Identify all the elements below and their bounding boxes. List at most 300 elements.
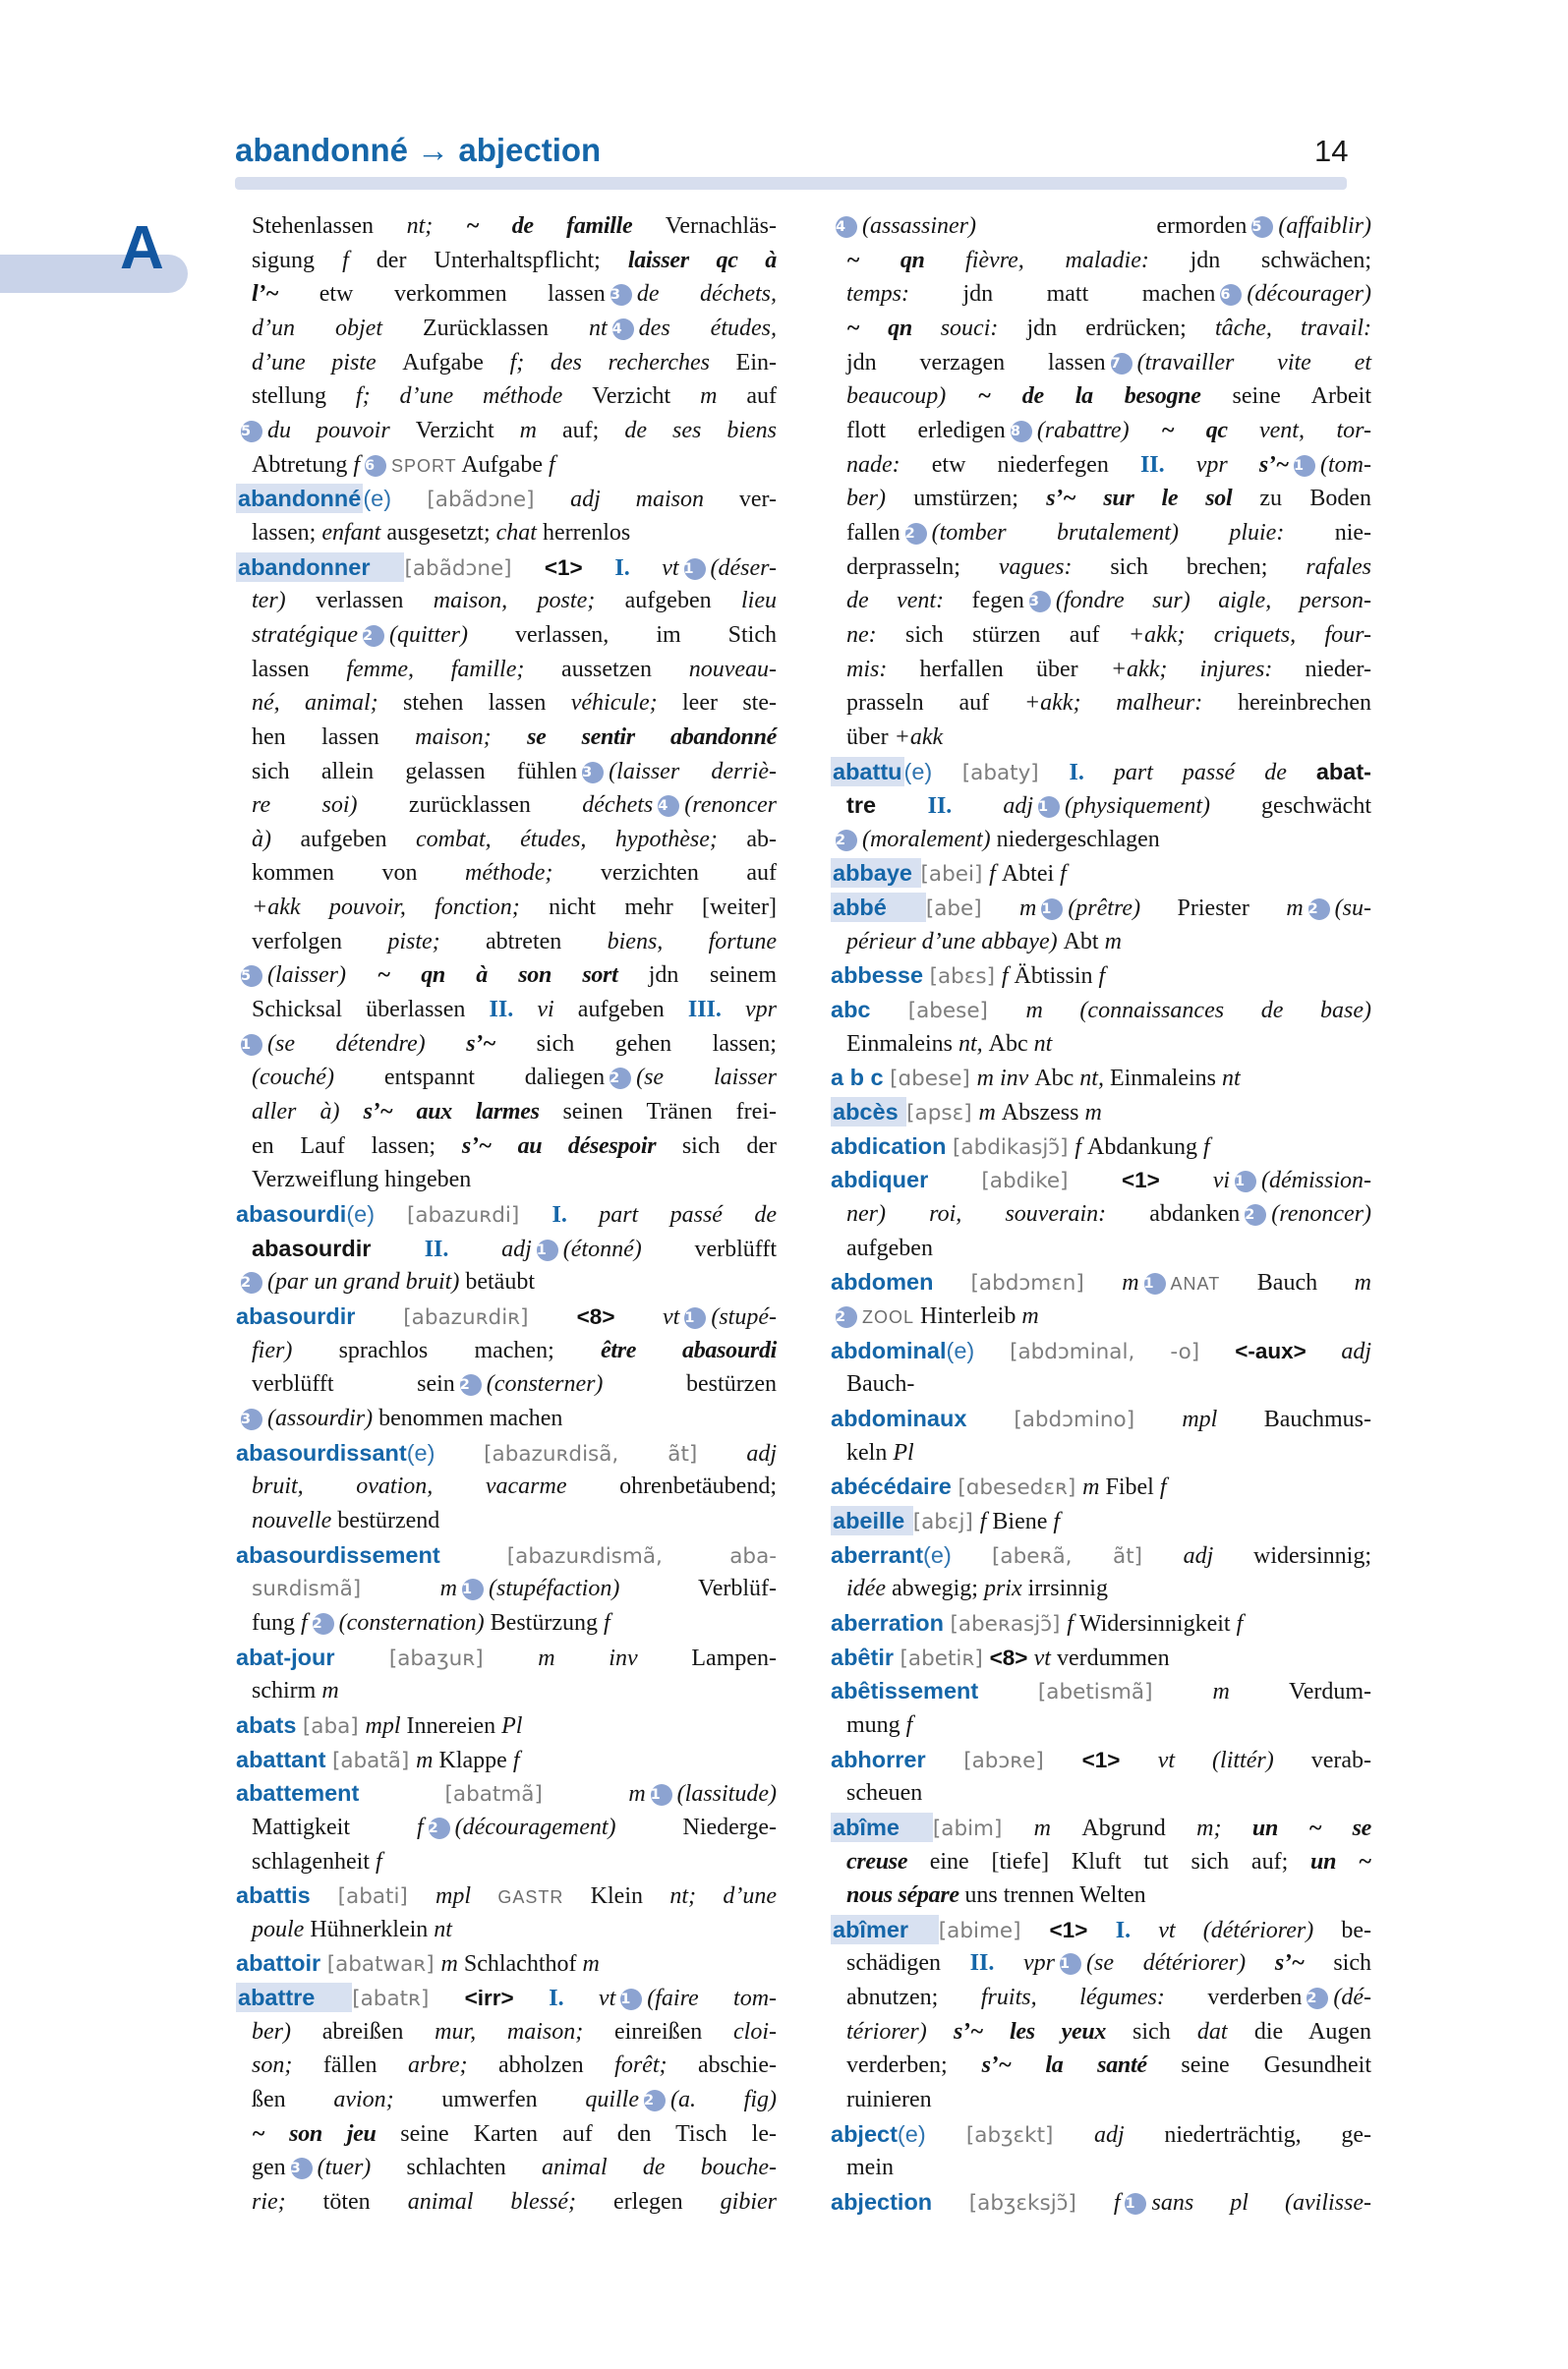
headword: abats <box>236 1711 303 1738</box>
text-french-italic: nouveau- <box>688 656 777 682</box>
text-german: kommen von <box>252 860 466 887</box>
dictionary-line <box>831 755 1371 789</box>
text-french-italic: idée <box>846 1576 892 1602</box>
text-french-italic: m inv <box>976 1066 1035 1092</box>
conjugation-class: <1> <box>1081 1747 1158 1772</box>
dictionary-line <box>831 550 1371 585</box>
text-german: Verdum- <box>1289 1679 1371 1705</box>
dictionary-line <box>236 721 777 755</box>
text-french-italic: son; <box>252 2052 323 2079</box>
phonetic-transcription: [abdɔmɛn] <box>970 1271 1123 1297</box>
phonetic-transcription: [ɑbese] <box>890 1067 977 1092</box>
dictionary-line <box>236 755 777 789</box>
headword: abbesse <box>831 962 930 989</box>
text-french-italic: (travailler vite et <box>1136 349 1371 376</box>
dictionary-line <box>831 2015 1371 2050</box>
dictionary-line <box>236 1811 777 1845</box>
text-french-italic: m <box>1018 896 1037 922</box>
text-french-italic: f <box>1159 1474 1167 1501</box>
text-german: niedergeschlagen <box>996 826 1160 852</box>
dictionary-line <box>236 482 777 516</box>
text-german: Äbtissin <box>1014 963 1099 990</box>
headword-highlighted: abandonner <box>238 553 403 580</box>
text-french-italic: (consterner) <box>486 1371 687 1398</box>
text-french-italic: forêt; <box>614 2052 699 2079</box>
sense-number-badge: 1 <box>462 1579 484 1600</box>
text-german: derprasseln; <box>846 553 999 580</box>
conjugation-class: <8> <box>989 1645 1034 1670</box>
text-german: seine Karten auf den Tisch le- <box>400 2120 777 2147</box>
sense-number-badge: 1 <box>1235 1171 1256 1192</box>
text-french-italic: chat <box>495 519 543 546</box>
text-german: auf; <box>562 417 625 443</box>
text-german: herrenlos <box>542 519 631 546</box>
text-french-italic: ber) <box>846 486 914 512</box>
headword-gender-suffix: (e) <box>923 1541 993 1568</box>
dictionary-line <box>831 1538 1371 1573</box>
phrase-bold-italic: ~ qc <box>1161 417 1259 443</box>
text-german: betäubt <box>465 1269 535 1296</box>
phonetic-transcription: [abʒɛksjɔ̃] <box>968 2191 1114 2217</box>
text-french-italic: animal blessé; <box>407 2189 614 2216</box>
text-french-italic: nt <box>1033 1030 1053 1057</box>
text-french-italic: m (connaissances de base) <box>1025 998 1372 1024</box>
dictionary-line <box>236 1436 777 1471</box>
text-french-italic: (tomber brutalement) pluie: <box>931 519 1335 546</box>
text-german: etw niederfegen <box>931 451 1140 478</box>
phrase-bold-italic: s’~ la santé <box>981 2052 1182 2079</box>
dictionary-line <box>236 1776 777 1811</box>
text-german: nie- <box>1334 519 1371 546</box>
sense-number-badge: 2 <box>836 1306 857 1328</box>
text-french-italic: +akk pouvoir, fonction; <box>252 895 550 921</box>
text-french-italic: enfant <box>321 519 387 546</box>
text-french-italic: vt <box>1033 1645 1057 1671</box>
roman-numeral: II. <box>1139 451 1196 478</box>
text-german: zurücklassen <box>408 792 583 819</box>
text-german: sich <box>1333 1950 1371 1977</box>
headword: abasourdi <box>236 1201 347 1228</box>
text-french-italic: de ses biens <box>624 417 777 443</box>
dictionary-line <box>831 584 1371 618</box>
text-french-italic: part passé de <box>599 1202 777 1229</box>
headword: abattement <box>236 1780 445 1807</box>
text-german: scheuen <box>846 1780 923 1807</box>
headword-highlighted: abbé <box>833 895 924 921</box>
headword-reference: abasourdir <box>252 1235 425 1261</box>
text-french-italic: vagues: <box>998 553 1111 580</box>
text-german: hen lassen <box>252 723 416 750</box>
phonetic-transcription: [aba] <box>302 1713 366 1739</box>
text-german: Niederge- <box>682 1814 778 1840</box>
phrase-bold-italic: se sentir abandonné <box>527 723 777 750</box>
dictionary-line <box>831 788 1371 823</box>
text-french-italic: nt <box>589 315 608 341</box>
dictionary-line <box>236 925 777 959</box>
text-german: widersinnig; <box>1253 1542 1371 1569</box>
text-french-italic: (prêtre) <box>1068 896 1178 922</box>
headword-reference: abat- <box>1315 758 1372 784</box>
dictionary-line <box>831 1845 1371 1879</box>
sense-number-badge: 5 <box>241 965 262 987</box>
text-german: schlachten <box>406 2155 542 2181</box>
text-french-italic: arbre; <box>408 2052 499 2079</box>
text-german: abnutzen; <box>846 1985 981 2011</box>
roman-numeral: I. <box>549 1986 599 2012</box>
dictionary-line <box>831 414 1371 448</box>
text-german: zu Boden <box>1259 486 1371 512</box>
text-french-italic: f; d’une méthode <box>355 383 593 410</box>
text-german: Schicksal überlassen <box>252 997 490 1023</box>
text-french-italic: mpl <box>365 1712 407 1739</box>
dictionary-line <box>236 1708 777 1743</box>
text-french-italic: f <box>301 1609 308 1636</box>
text-german: verdummen <box>1056 1645 1170 1671</box>
text-german: Verblüf- <box>698 1576 777 1602</box>
text-french-italic: nade: <box>846 451 932 478</box>
text-french-italic: maison, poste; <box>433 588 625 614</box>
dictionary-line <box>831 1436 1371 1471</box>
text-german: Lampen- <box>691 1645 777 1671</box>
text-french-italic: (a. fig) <box>669 2087 777 2113</box>
conjugation-class: <1> <box>1122 1168 1213 1193</box>
text-french-italic: f <box>1236 1610 1244 1637</box>
dictionary-line <box>236 1027 777 1062</box>
dictionary-line <box>831 482 1371 516</box>
text-french-italic: rie; <box>252 2189 323 2216</box>
text-german: aufgeben <box>577 997 688 1023</box>
dictionary-line <box>236 1334 777 1368</box>
text-german: sich stürzen auf <box>905 621 1129 648</box>
phonetic-transcription: [abeʀasjɔ̃] <box>950 1611 1068 1637</box>
text-french-italic: avion; <box>333 2087 442 2113</box>
text-german: ab- <box>746 826 778 852</box>
text-german: ohrenbetäubend; <box>619 1473 777 1500</box>
text-german: Hinterleib <box>914 1303 1022 1329</box>
text-french-italic: (dé- <box>1333 1985 1371 2011</box>
headword-highlighted: abattu <box>833 758 902 784</box>
headword: abc <box>831 997 908 1023</box>
text-french-italic: ner) roi, souverain: <box>846 1201 1150 1228</box>
phrase-bold-italic: s’~ les yeux <box>953 2018 1133 2045</box>
text-german: abtreten <box>485 928 608 954</box>
text-german: fegen <box>971 588 1024 614</box>
dictionary-line <box>831 1572 1371 1606</box>
phonetic-transcription: [abe] <box>925 896 1019 922</box>
headword: abêtir <box>831 1644 900 1670</box>
text-german: aufgeben <box>846 1235 933 1261</box>
dictionary-line <box>831 686 1371 721</box>
text-french-italic: f <box>1060 861 1067 888</box>
phonetic-transcription: [abdɔminal, -o] <box>1010 1339 1236 1364</box>
text-french-italic: (physiquement) <box>1065 793 1262 820</box>
text-german: erlegen <box>613 2189 721 2216</box>
dictionary-line <box>236 2151 777 2185</box>
phonetic-transcription: [abatã] <box>331 1748 417 1773</box>
text-german: bestürzen <box>686 1371 777 1398</box>
sense-number-badge: 2 <box>1308 898 1330 920</box>
text-german: Ein- <box>735 349 777 376</box>
text-german: schädigen <box>846 1950 970 1977</box>
text-german: Abgrund <box>1081 1815 1197 1841</box>
text-french-italic: (par un grand bruit) <box>267 1269 466 1296</box>
text-french-italic: f <box>1113 2190 1121 2217</box>
text-german: verab- <box>1310 1747 1372 1773</box>
text-german: aufgeben <box>624 588 742 614</box>
dictionary-line <box>831 2049 1371 2083</box>
phonetic-transcription: [abime] <box>938 1918 1050 1943</box>
text-french-italic: nt <box>1221 1066 1241 1092</box>
margin-letter: A <box>120 214 164 282</box>
dictionary-line <box>236 2117 777 2152</box>
phonetic-transcription: [abei] <box>920 862 990 888</box>
text-french-italic: des études, <box>638 315 777 341</box>
roman-numeral: I. <box>1069 759 1114 785</box>
text-french-italic: méthode; <box>465 860 601 887</box>
text-french-italic: à) <box>252 826 301 852</box>
dictionary-line <box>236 2049 777 2083</box>
text-german: Abtretung <box>252 451 354 478</box>
text-german: der Unterhaltspflicht; <box>376 247 628 273</box>
text-french-italic: souci: <box>940 315 1027 341</box>
phonetic-transcription: [abetismã] <box>1037 1680 1213 1705</box>
sense-number-badge: 1 <box>1038 796 1060 818</box>
text-french-italic: f <box>1074 1133 1088 1160</box>
text-german: nicht mehr [weiter] <box>549 895 777 921</box>
sense-number-badge: 2 <box>313 1613 334 1635</box>
dictionary-line <box>236 618 777 653</box>
phrase-bold-italic: nous sépare <box>846 1882 965 1909</box>
phrase-bold-italic: être abasourdi <box>600 1337 778 1363</box>
dictionary-line <box>831 1197 1371 1232</box>
text-german: mein <box>846 2155 894 2181</box>
sense-number-badge: 1 <box>620 1989 642 2010</box>
sense-number-badge: 3 <box>291 2158 313 2179</box>
headword-gender-suffix: (e) <box>946 1337 1011 1363</box>
text-german: Fibel <box>1105 1474 1160 1501</box>
headword: abasourdissant <box>236 1439 407 1466</box>
sense-number-badge: 5 <box>1251 216 1273 238</box>
text-french-italic: vt (littér) <box>1157 1747 1311 1773</box>
text-french-italic: mpl <box>435 1883 498 1910</box>
dictionary-line <box>831 1129 1371 1164</box>
dictionary-line <box>831 721 1371 755</box>
text-german: Abtei <box>1001 861 1061 888</box>
sense-number-badge: 8 <box>1011 421 1032 442</box>
dictionary-line <box>236 277 777 312</box>
text-french-italic: m <box>1021 1303 1039 1329</box>
text-french-italic: f <box>342 247 377 273</box>
dictionary-line <box>831 856 1371 891</box>
text-french-italic: de déchets, <box>636 281 778 308</box>
text-german: ermorden <box>1156 213 1248 239</box>
text-german: flott erledigen <box>846 417 1006 443</box>
roman-numeral: III. <box>687 997 746 1023</box>
text-french-italic: m; <box>1196 1815 1252 1841</box>
dictionary-line <box>831 1913 1371 1947</box>
headword-highlighted: abcès <box>833 1099 905 1126</box>
text-german: fallen <box>846 519 900 546</box>
headword-highlighted: abîmer <box>833 1916 937 1942</box>
text-german: ausgesetzt; <box>386 519 496 546</box>
sense-number-badge: 2 <box>429 1818 450 1839</box>
header-rule-bar <box>235 177 1347 190</box>
text-french-italic: (fondre sur) aigle, person- <box>1055 588 1372 614</box>
text-german: Priester <box>1177 896 1287 922</box>
text-french-italic: né, animal; <box>252 690 404 717</box>
text-french-italic: m <box>519 417 562 443</box>
text-french-italic: +akk <box>894 723 944 750</box>
text-german: geschwächt <box>1261 793 1371 820</box>
phrase-bold-italic: s’~ <box>1274 1950 1334 1977</box>
sense-number-badge: 4 <box>612 318 634 340</box>
text-german: eine [tiefe] Kluft tut sich auf; <box>929 1848 1311 1875</box>
headword-highlighted: abandonné <box>238 486 362 512</box>
text-french-italic: nt, <box>958 1030 989 1057</box>
dictionary-line <box>236 686 777 721</box>
text-french-italic: (consternation) <box>338 1609 491 1636</box>
text-french-italic: ber) <box>252 2018 322 2045</box>
sense-number-badge: 2 <box>363 625 384 647</box>
text-german: sich <box>1132 2018 1197 2045</box>
text-french-italic: lieu <box>741 588 778 614</box>
text-french-italic: du pouvoir <box>267 417 416 443</box>
text-german: hereinbrechen <box>1238 690 1371 717</box>
sense-number-badge: 1 <box>651 1784 672 1806</box>
dictionary-line <box>236 1538 777 1573</box>
text-french-italic: d’un objet <box>252 315 424 341</box>
phrase-bold-italic: un ~ se <box>1251 1815 1372 1841</box>
text-french-italic: m <box>321 1678 339 1705</box>
text-french-italic: f <box>353 451 360 478</box>
headword-highlighted: abîme <box>833 1814 931 1840</box>
dictionary-line <box>236 448 777 483</box>
headword-highlighted: abattre <box>238 1985 351 2011</box>
text-french-italic: (déser- <box>710 554 778 581</box>
dictionary-line <box>831 1334 1371 1368</box>
text-french-italic: bruit, ovation, vacarme <box>252 1473 620 1500</box>
phrase-bold-italic: s’~ sur le sol <box>1046 486 1260 512</box>
dictionary-line <box>831 1606 1371 1641</box>
text-french-italic: m <box>628 1781 646 1808</box>
text-french-italic: (décourager) <box>1247 281 1372 308</box>
phrase-bold-italic: s’~ <box>466 1030 537 1057</box>
phonetic-transcription: [abazuʀdisã, ãt] <box>484 1441 747 1467</box>
sense-number-badge: 3 <box>241 1409 262 1430</box>
text-german: verfolgen <box>252 928 388 954</box>
dictionary-line <box>236 1095 777 1129</box>
text-german: Stehenlassen <box>252 213 407 239</box>
text-french-italic: f <box>512 1747 520 1773</box>
headword: abasourdissement <box>236 1541 507 1568</box>
sense-number-badge: 1 <box>684 1307 706 1329</box>
text-german: Bauchmus- <box>1263 1406 1372 1432</box>
dictionary-line <box>236 550 777 585</box>
headword: abat-jour <box>236 1644 389 1670</box>
text-german: abdanken <box>1149 1201 1241 1228</box>
text-french-italic: stratégique <box>252 621 358 648</box>
sense-number-badge: 1 <box>1041 898 1063 920</box>
text-french-italic: poule <box>252 1916 311 1942</box>
phrase-bold-italic: ~ qn à son sort <box>377 962 649 989</box>
headword-highlighted: abbaye <box>833 860 919 887</box>
phonetic-transcription: [abeʀã, ãt] <box>992 1543 1184 1569</box>
text-french-italic: (faire tom- <box>647 1986 778 2012</box>
sense-number-badge: 7 <box>1111 353 1132 375</box>
text-german: jdn seinem <box>648 962 777 989</box>
text-german: irrsinnig <box>1027 1576 1108 1602</box>
dictionary-line <box>236 1946 777 1981</box>
dictionary-column-left <box>236 209 777 2220</box>
sense-number-badge: 2 <box>610 1068 631 1089</box>
text-french-italic: f <box>416 1814 424 1840</box>
text-german: Innereien <box>406 1712 502 1739</box>
dictionary-line <box>831 1743 1371 1777</box>
headword: aberration <box>831 1609 951 1636</box>
text-french-italic: (affaiblir) <box>1278 213 1371 239</box>
conjugation-class: <8> <box>576 1304 664 1329</box>
dictionary-line <box>236 1981 777 2015</box>
text-french-italic: adj <box>1003 793 1034 820</box>
dictionary-line <box>831 2117 1371 2152</box>
headword-gender-suffix: (e) <box>903 758 962 784</box>
domain-label: SPORT <box>390 455 457 476</box>
dictionary-line <box>236 244 777 278</box>
domain-label: ANAT <box>1170 1274 1221 1295</box>
text-german: Abc <box>988 1030 1034 1057</box>
dictionary-line <box>236 1061 777 1095</box>
dictionary-line <box>236 1402 777 1436</box>
text-french-italic: (moralement) <box>862 826 997 852</box>
dictionary-line <box>236 346 777 380</box>
headword-gender-suffix: (e) <box>897 2120 966 2147</box>
phonetic-transcription: [abɛs] <box>929 964 1002 990</box>
text-german: fällen <box>322 2052 409 2079</box>
text-french-italic: d’une piste <box>252 349 403 376</box>
text-french-italic: (démission- <box>1261 1168 1372 1194</box>
text-french-italic: f <box>603 1609 610 1636</box>
dictionary-line <box>831 379 1371 414</box>
dictionary-line <box>236 584 777 618</box>
text-french-italic: vt <box>663 1304 680 1330</box>
phrase-bold-italic: creuse <box>846 1848 930 1875</box>
dictionary-line <box>831 618 1371 653</box>
text-french-italic: maison; <box>415 723 528 750</box>
phonetic-transcription: [abaty] <box>961 760 1070 785</box>
dictionary-line <box>831 2185 1371 2220</box>
text-german: Bestürzung <box>490 1609 604 1636</box>
text-german: mung <box>846 1711 906 1738</box>
text-german: sich gehen lassen; <box>536 1030 777 1057</box>
headword: abhorrer <box>831 1746 964 1772</box>
sense-number-badge: 2 <box>1245 1204 1266 1226</box>
text-french-italic: dat <box>1196 2018 1254 2045</box>
text-french-italic: f <box>1001 963 1015 990</box>
text-german: abwegig; <box>891 1576 984 1602</box>
text-french-italic: Pl <box>501 1712 523 1739</box>
dictionary-line <box>236 1878 777 1913</box>
phrase-bold-italic: s’~ <box>1258 451 1289 478</box>
phonetic-transcription: [ɑbesedɛʀ] <box>958 1475 1083 1501</box>
dictionary-line <box>236 209 777 244</box>
dictionary-line <box>236 823 777 857</box>
phonetic-transcription: [abɔʀe] <box>963 1748 1082 1773</box>
roman-numeral: I. <box>614 554 663 581</box>
text-french-italic: fruits, légumes: <box>980 1985 1208 2011</box>
text-german: Abt <box>1063 928 1105 954</box>
page-number: 14 <box>1314 134 1349 168</box>
text-german: abholzen <box>498 2052 615 2079</box>
